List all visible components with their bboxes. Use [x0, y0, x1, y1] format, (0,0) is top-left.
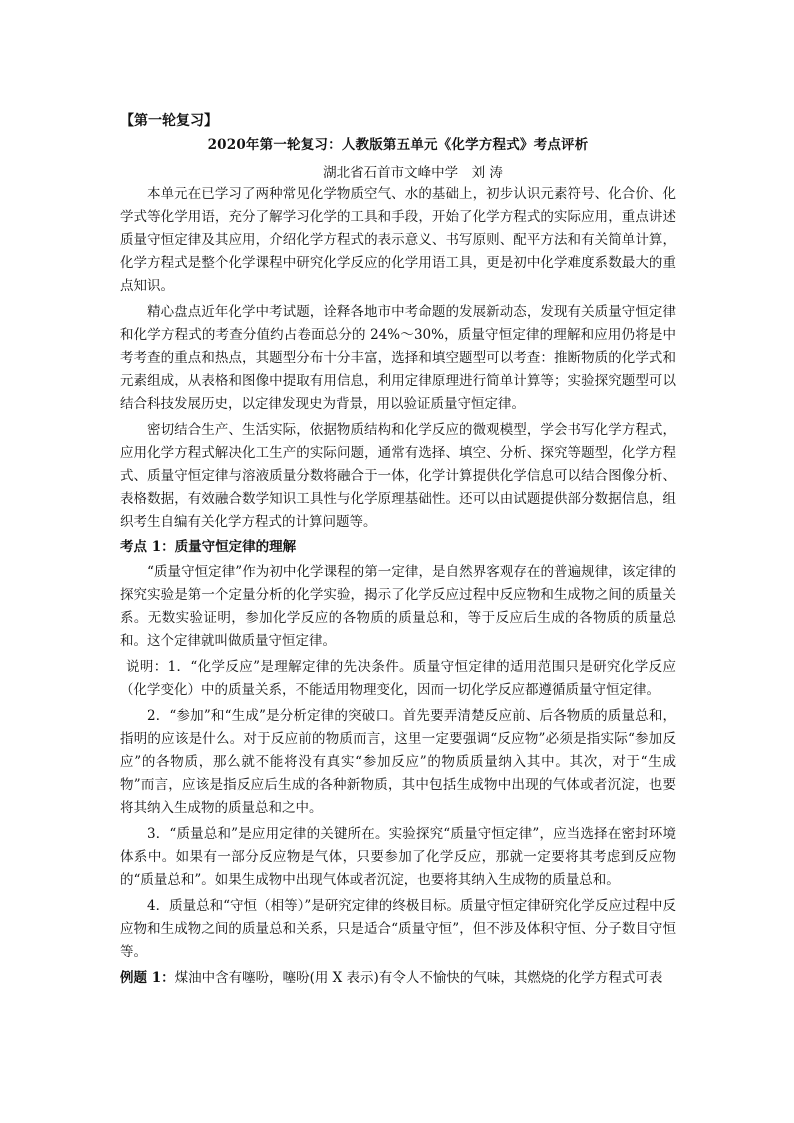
intro-paragraph-2: 精心盘点近年化学中考试题，诠释各地市中考命题的发展新动态，发现有关质量守恒定律和化学方程式的考查分值约占卷面总分的 24%～30%，质量守恒定律的理解和应用仍将是中考考查的重点和热点，其题型分布十分丰富，选择和填空题型可以考查：推断物质的化学式和元素组成，从表格和图像中提取有用信息，利用定律原理进行简单计算等；实验探究题型可以结合科技发展历史，以定律发现史为背景，用以验证质量守恒定律。	[120, 304, 676, 412]
section-heading: 考点 1：质量守恒定律的理解	[120, 539, 297, 555]
note-3: 3．“质量总和”是应用定律的关键所在。实验探究“质量守恒定律”，应当选择在密封环境体系中。如果有一部分反应物是气体，只要参加了化学反应，那就一定要将其考虑到反应物的“质量总和”。如果生成物中出现气体或者沉淀，也要将其纳入生成物的质量总和。	[120, 826, 676, 888]
author-line: 湖北省石首市文峰中学 刘 涛	[323, 165, 503, 181]
intro-paragraph-1: 本单元在已学习了两种常见化学物质空气、水的基础上，初步认识元素符号、化合价、化学式等化学用语，充分了解学习化学的工具和手段，开始了化学方程式的实际应用，重点讲述质量守恒定律及其应用，介绍化学方程式的表示意义、书写原则、配平方法和有关简单计算，化学方程式是整个化学课程中研究化学反应的化学用语工具，更是初中化学难度系数最大的重点知识。	[120, 186, 676, 294]
example-text: 煤油中含有噻吩，噻吩(用 X 表示)有令人不愉快的气味，其燃烧的化学方程式可表	[174, 970, 663, 986]
review-tag: 【第一轮复习】	[120, 113, 218, 129]
example-paragraph	[120, 967, 676, 990]
note-1: 说明：1．“化学反应”是理解定律的先决条件。质量守恒定律的适用范围只是研究化学反应（化学变化）中的质量关系，不能适用物理变化，因而一切化学反应都遵循质量守恒定律。	[120, 659, 676, 698]
definition-paragraph: “质量守恒定律”作为初中化学课程的第一定律，是自然界客观存在的普遍规律，该定律的探究实验是第一个定量分析的化学实验，揭示了化学反应过程中反应物和生成物之间的质量关系。无数实验证明，参加化学反应的各物质的质量总和，等于反应后生成的各物质的质量总和。这个定律就叫做质量守恒定律。	[120, 564, 676, 649]
example-label: 例题 1：	[120, 970, 175, 986]
note-4: 4．质量总和“守恒（相等）”是研究定律的终极目标。质量守恒定律研究化学反应过程中反应物和生成物之间的质量总和关系，只是适合“质量守恒”，但不涉及体积守恒、分子数目守恒等。	[120, 898, 676, 960]
document-body	[120, 183, 676, 990]
note-2: 2．“参加”和“生成”是分析定律的突破口。首先要弄清楚反应前、后各物质的质量总和，指明的应该是什么。对于反应前的物质而言，这里一定要强调“反应物”必须是指实际“参加反应”的各物质，那么就不能将没有真实“参加反应”的物质质量纳入其中。其次，对于“生成物”而言，应该是指反应后生成的各种新物质，其中包括生成物中出现的气体或者沉淀，也要将其纳入生成物的质量总和之中。	[120, 708, 676, 816]
document-title: 2020年第一轮复习：人教版第五单元《化学方程式》考点评析	[207, 137, 589, 153]
intro-paragraph-3: 密切结合生产、生活实际，依据物质结构和化学反应的微观模型，学会书写化学方程式，应用化学方程式解决化工生产的实际问题，通常有选择、填空、分析、探究等题型，化学方程式、质量守恒定律与溶液质量分数将融合于一体，化学计算提供化学信息可以结合图像分析、表格数据，有效融合数学知识工具性与化学原理基础性。还可以由试题提供部分数据信息，组织考生自编有关化学方程式的计算问题等。	[120, 422, 676, 530]
